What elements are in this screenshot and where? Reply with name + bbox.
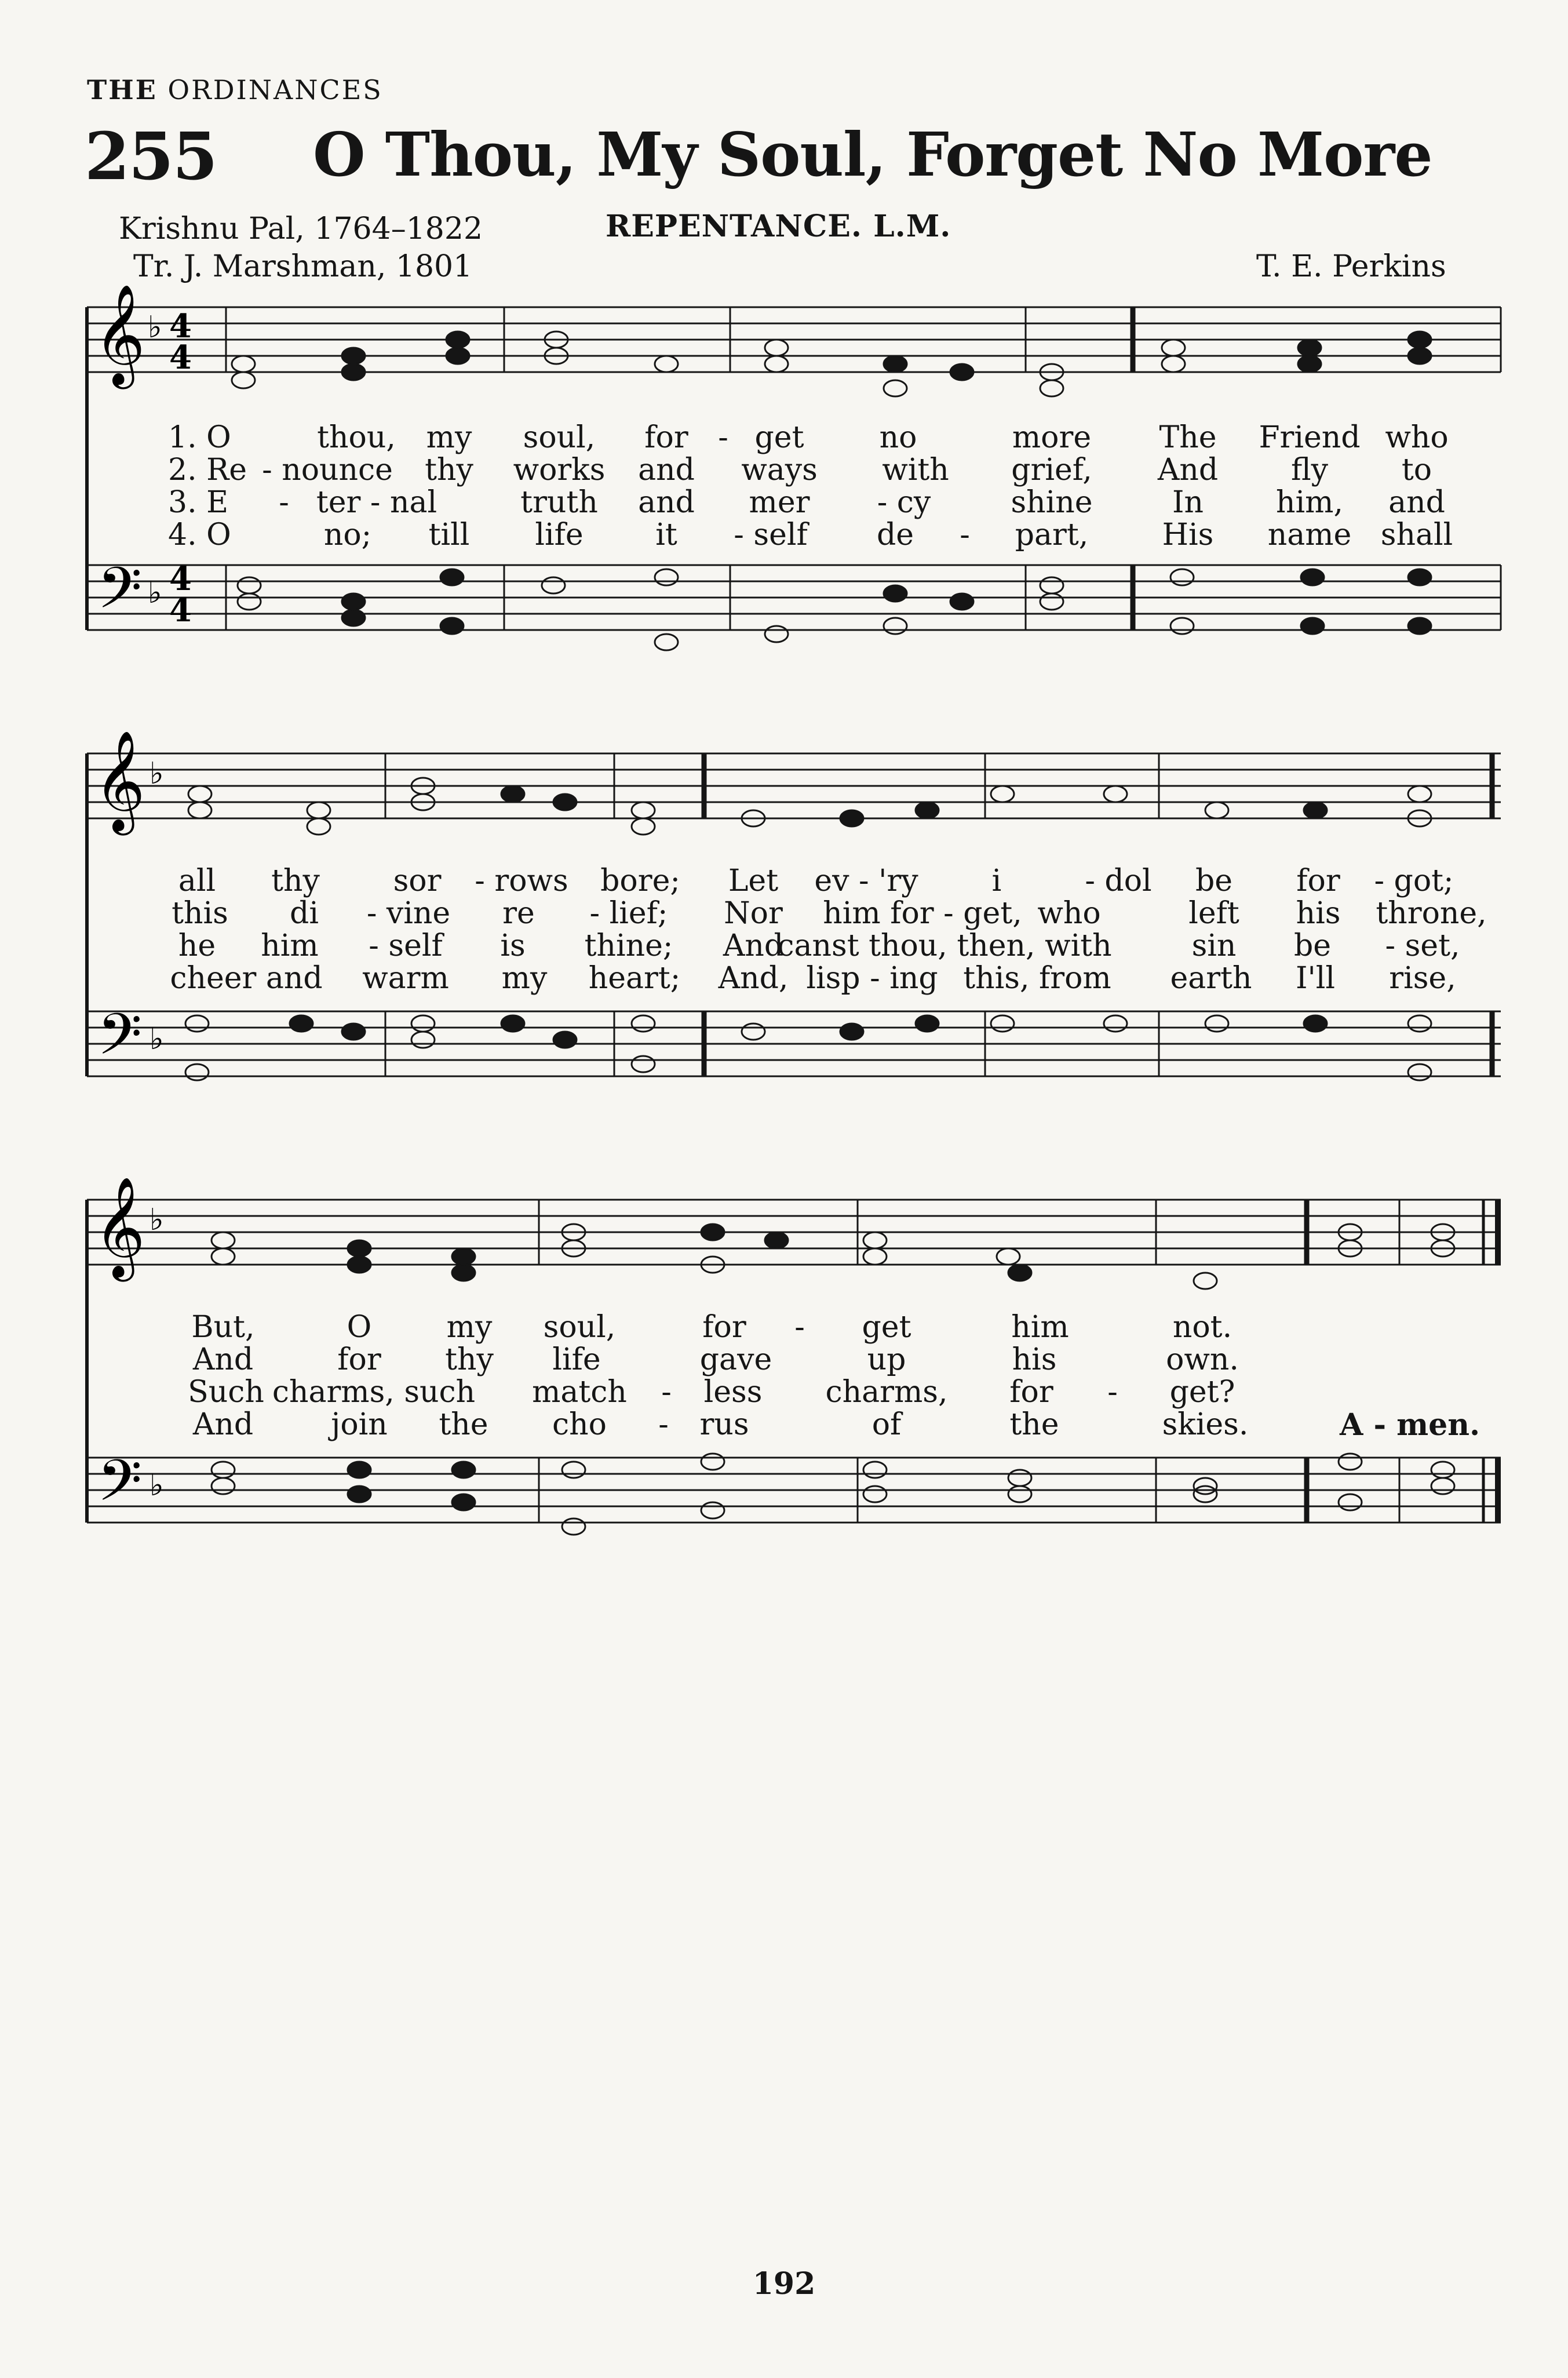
verse-1-syllable: my <box>426 420 472 455</box>
verse-2-syllable: works <box>513 453 606 487</box>
verse-4-syllable: - <box>960 518 970 552</box>
verse-3-syllable: - <box>1107 1375 1118 1410</box>
verse-3-syllable: ter - nal <box>316 485 437 520</box>
verse-3-syllable: charms, such <box>272 1375 476 1410</box>
verse-3-syllable: charms, <box>825 1375 948 1410</box>
verse-3-syllable: truth <box>520 485 598 520</box>
tune-name: REPENTANCE. L.M. <box>606 209 951 244</box>
verse-1-syllable: bore; <box>600 864 680 898</box>
verse-1-syllable: no <box>879 420 917 455</box>
verse-1-syllable: soul, <box>543 1310 616 1345</box>
verse-2-syllable: for <box>337 1342 381 1377</box>
verse-2-syllable: fly <box>1290 453 1329 487</box>
verse-1-syllable: O <box>347 1310 372 1345</box>
verse-3-syllable: - cy <box>877 485 931 520</box>
verse-2-syllable: thy <box>445 1342 494 1377</box>
verse-2-syllable: life <box>552 1342 601 1377</box>
verse-2-syllable: this <box>172 896 228 931</box>
verse-4-syllable: join <box>331 1407 388 1442</box>
verse-1-syllable: Let <box>728 864 779 898</box>
verse-4-syllable: rus <box>699 1407 749 1442</box>
verse-1-syllable: i <box>991 864 1002 898</box>
svg-text:4: 4 <box>169 591 192 629</box>
verse-4-syllable: And, <box>718 961 789 996</box>
verse-1-syllable: ev - 'ry <box>814 864 918 898</box>
verse-3-syllable: him <box>261 928 319 963</box>
verse-4-syllable: shall <box>1380 518 1453 552</box>
verse-4-syllable: de <box>876 518 914 552</box>
verse-1-syllable: soul, <box>523 420 596 455</box>
verse-4-syllable: cho <box>552 1407 607 1442</box>
svg-text:𝄢: 𝄢 <box>97 555 143 636</box>
verse-2-syllable: - nounce <box>262 453 393 487</box>
verse-3-syllable: sin <box>1191 928 1237 963</box>
verse-1-syllable: - rows <box>475 864 568 898</box>
verse-4-syllable: warm <box>362 961 449 996</box>
verse-3-syllable: mer <box>749 485 810 520</box>
verse-4-syllable: it <box>655 518 677 552</box>
verse-2-syllable: who <box>1037 896 1101 931</box>
verse-3-syllable: And <box>723 928 784 963</box>
verse-1-syllable: sor <box>393 864 442 898</box>
svg-text:4: 4 <box>169 307 192 345</box>
verse-4-syllable: life <box>535 518 584 552</box>
verse-2-syllable: grief, <box>1011 453 1092 487</box>
verse-1-syllable: be <box>1195 864 1233 898</box>
svg-text:♭: ♭ <box>149 756 164 791</box>
verse-2-syllable: his <box>1296 896 1341 931</box>
verse-1-syllable: who <box>1385 420 1449 455</box>
verse-2-syllable: thy <box>425 453 473 487</box>
verse-1-syllable: thy <box>271 864 320 898</box>
hymn-title: O Thou, My Soul, Forget No More <box>313 119 1432 190</box>
svg-text:♭: ♭ <box>149 1202 164 1237</box>
svg-text:♭: ♭ <box>149 1021 164 1057</box>
verse-3-syllable: - set, <box>1385 928 1460 963</box>
verse-2-syllable: throne, <box>1376 896 1487 931</box>
verse-1-syllable: Friend <box>1259 420 1361 455</box>
verse-4-syllable: lisp - ing <box>806 961 938 996</box>
verse-2-syllable: his <box>1012 1342 1057 1377</box>
svg-text:4: 4 <box>169 338 192 377</box>
author-credit: Krishnu Pal, 1764–1822 <box>119 212 483 246</box>
verse-2-syllable: to <box>1401 453 1432 487</box>
verse-2-syllable: And <box>192 1342 254 1377</box>
verse-1-syllable: - dol <box>1085 864 1152 898</box>
verse-3-syllable: match <box>532 1375 627 1410</box>
verse-1-syllable: The <box>1159 420 1217 455</box>
verse-3-syllable: get? <box>1169 1375 1235 1410</box>
verse-3-syllable: - <box>279 485 289 520</box>
verse-2-syllable: up <box>867 1342 906 1377</box>
verse-4-syllable: rise, <box>1389 961 1456 996</box>
verse-4-syllable: heart; <box>588 961 681 996</box>
verse-1-syllable: 1. O <box>168 420 231 455</box>
verse-2-syllable: di <box>290 896 319 931</box>
verse-3-syllable: be <box>1293 928 1332 963</box>
verse-4-syllable: no; <box>323 518 372 552</box>
verse-1-syllable: But, <box>191 1310 255 1345</box>
svg-text:𝄢: 𝄢 <box>97 1002 143 1082</box>
amen-label: A - men. <box>1340 1407 1481 1443</box>
verse-3-syllable: In <box>1172 485 1204 520</box>
svg-text:𝄞: 𝄞 <box>94 730 145 831</box>
verse-2-syllable: - vine <box>366 896 451 931</box>
verse-4-syllable: the <box>439 1407 488 1442</box>
verse-3-syllable: for <box>1009 1375 1053 1410</box>
verse-2-syllable: Nor <box>724 896 783 931</box>
verse-1-syllable: for <box>644 420 688 455</box>
verse-1-syllable: get <box>754 420 804 455</box>
verse-2-syllable: own. <box>1166 1342 1239 1377</box>
verse-4-syllable: - self <box>734 518 808 552</box>
verse-4-syllable: And <box>192 1407 254 1442</box>
verse-1-syllable: for <box>1296 864 1340 898</box>
verse-1-syllable: get <box>862 1310 911 1345</box>
verse-3-syllable: is <box>500 928 526 963</box>
verse-2-syllable: with <box>882 453 949 487</box>
verse-1-syllable: - <box>718 420 728 455</box>
translator-credit: Tr. J. Marshman, 1801 <box>133 249 473 284</box>
verse-4-syllable: name <box>1267 518 1352 552</box>
verse-2-syllable: - lief; <box>589 896 668 931</box>
verse-1-syllable: more <box>1012 420 1092 455</box>
verse-4-syllable: of <box>871 1407 902 1442</box>
verse-4-syllable: part, <box>1015 518 1089 552</box>
verse-3-syllable: - self <box>369 928 443 963</box>
svg-text:𝄞: 𝄞 <box>94 1177 145 1277</box>
svg-text:♭: ♭ <box>148 309 162 345</box>
svg-text:♭: ♭ <box>148 575 162 610</box>
verse-1-syllable: for <box>702 1310 746 1345</box>
verse-1-syllable: not. <box>1172 1310 1232 1345</box>
verse-4-syllable: till <box>428 518 470 552</box>
verse-1-syllable: him <box>1011 1310 1069 1345</box>
verse-4-syllable: earth <box>1170 961 1252 996</box>
verse-1-syllable: all <box>178 864 216 898</box>
verse-2-syllable: And <box>1157 453 1219 487</box>
svg-text:𝄢: 𝄢 <box>97 1448 143 1528</box>
page-number: 192 <box>752 2266 816 2301</box>
verse-4-syllable: my <box>501 961 548 996</box>
verse-3-syllable: Such <box>188 1375 264 1410</box>
verse-3-syllable: and <box>1388 485 1445 520</box>
verse-2-syllable: ways <box>741 453 818 487</box>
verse-2-syllable: left <box>1188 896 1239 931</box>
verse-3-syllable: less <box>703 1375 763 1410</box>
verse-1-syllable: thou, <box>317 420 396 455</box>
verse-3-syllable: canst thou, then, with <box>777 928 1112 963</box>
verse-3-syllable: shine <box>1011 485 1093 520</box>
verse-4-syllable: 4. O <box>168 518 231 552</box>
section-title: THE ORDINANCES <box>87 74 383 105</box>
verse-2-syllable: gave <box>699 1342 772 1377</box>
verse-4-syllable: I'll <box>1295 961 1336 996</box>
verse-2-syllable: re <box>502 896 535 931</box>
verse-4-syllable: skies. <box>1162 1407 1249 1442</box>
verse-3-syllable: - <box>661 1375 672 1410</box>
verse-2-syllable: him <box>823 896 881 931</box>
verse-4-syllable: this, from <box>963 961 1111 996</box>
verse-1-syllable: my <box>446 1310 493 1345</box>
verse-1-syllable: - got; <box>1374 864 1454 898</box>
svg-text:4: 4 <box>169 560 192 598</box>
verse-2-syllable: 2. Re <box>168 453 247 487</box>
verse-3-syllable: 3. E <box>168 485 229 520</box>
verse-2-syllable: for - get, <box>890 896 1022 931</box>
composer-credit: T. E. Perkins <box>1256 249 1446 284</box>
verse-2-syllable: and <box>638 453 695 487</box>
verse-3-syllable: and <box>638 485 695 520</box>
verse-3-syllable: him, <box>1276 485 1343 520</box>
verse-1-syllable: - <box>794 1310 805 1345</box>
verse-4-syllable: His <box>1162 518 1214 552</box>
svg-text:♭: ♭ <box>149 1467 164 1503</box>
verse-3-syllable: thine; <box>584 928 673 963</box>
verse-4-syllable: cheer and <box>170 961 323 996</box>
svg-text:𝄞: 𝄞 <box>94 284 145 385</box>
verse-4-syllable: the <box>1009 1407 1059 1442</box>
verse-3-syllable: he <box>178 928 216 963</box>
hymn-number: 255 <box>85 119 217 195</box>
verse-4-syllable: - <box>658 1407 669 1442</box>
